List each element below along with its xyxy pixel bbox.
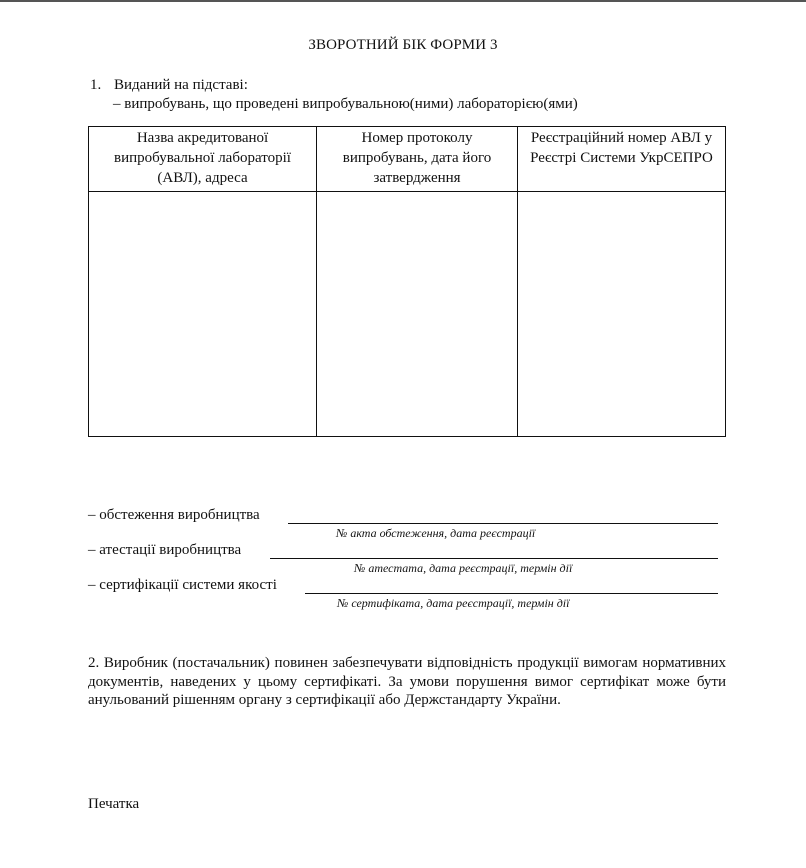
table-header-row [89,127,726,192]
field-production-attestation-hint: № атестата, дата реєстрації, термін дії [354,561,573,575]
stamp-label: Печатка [88,796,140,812]
field-quality-system-certification-line[interactable] [305,593,718,594]
field-production-survey-line[interactable] [288,523,718,524]
item1-tests-line: – випробувань, що проведені випробувальною(ними) лабораторією(ями) [113,96,578,112]
cell-lab-name[interactable] [89,192,317,437]
field-production-attestation-line[interactable] [270,558,718,559]
field-quality-system-certification-label: – сертифікації системи якості [88,577,277,593]
field-production-attestation-label: – атестації виробництва [88,542,242,558]
cell-protocol-number[interactable] [317,192,518,437]
field-production-survey-label: – обстеження виробництва [88,507,260,523]
cell-registration-number[interactable] [518,192,726,437]
col-header-lab-name: Назва акредитованої випробувальної лабораторії (АВЛ), адреса [89,127,317,192]
table-row [89,192,726,437]
field-quality-system-certification-hint: № сертифіката, дата реєстрації, термін дії [337,596,570,610]
page-title: ЗВОРОТНИЙ БІК ФОРМИ 3 [308,37,498,53]
paragraph-2: 2. Виробник (постачальник) повинен забезпечувати відповідність продукції вимогам нормативних документів, наведених у цьому сертифікаті. За умови порушення вимог сертифікат може бути анульований рішенням органу з сертифікації або Держстандарту України. [88,655,726,708]
col-header-registration-number: Реєстраційний номер АВЛ у Реєстрі Системи УкрСЕПРО [518,127,726,192]
laboratories-table [88,126,726,437]
col-header-protocol-number: Номер протоколу випробувань, дата його затвердження [317,127,518,192]
top-border-line [0,0,806,2]
field-production-survey-hint: № акта обстеження, дата реєстрації [336,526,536,540]
item1-heading: Виданий на підставі: [114,77,248,93]
item1-number: 1. [90,77,102,93]
item1-heading-line [90,77,248,94]
